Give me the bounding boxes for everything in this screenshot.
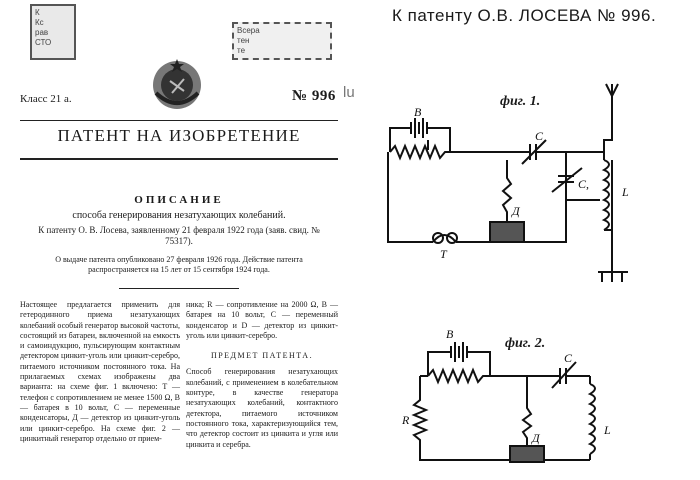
publication-note: О выдаче патента опубликовано 27 февраля 1926 года. Действие патента распространяется на 15 лет от 15 сентября 1924 года.	[55, 255, 303, 274]
patent-reference: К патенту О. В. Лосева, заявленному 21 февраля 1922 года (заяв. свид. № 75317).	[38, 225, 320, 246]
patent-number: № 996	[292, 88, 336, 104]
claim-heading: ПРЕДМЕТ ПАТЕНТА.	[210, 351, 314, 361]
claim-text: Способ генерирования незатухающих колебаний, с применением в колебательном контуре, в качестве генератора незатухающих колебаний, контактного детектора, питаемого источником постоянного тока, характеризующийся тем, что детектор состоит из цинкита и угля или цинкита и серебра.	[186, 367, 338, 449]
stamp-line: тен	[237, 36, 250, 45]
description-subtitle: способа генерирования незатухающих колебаний.	[72, 210, 286, 221]
drawing-sheet-heading: К патенту О.В. ЛОСЕВА № 996.	[392, 6, 657, 25]
fig2-label-b: B	[446, 327, 454, 341]
fig2-label-r: R	[402, 413, 410, 427]
fig2-label-d: Д	[532, 431, 540, 445]
fig1-label-c: C	[535, 129, 544, 143]
stamp-line: те	[237, 46, 246, 55]
document-title: ПАТЕНТ НА ИЗОБРЕТЕНИЕ	[57, 126, 301, 145]
fig2-label-l: L	[604, 423, 611, 437]
fig1-label-t: T	[440, 247, 447, 261]
fig1-label-b: B	[414, 105, 422, 119]
stamp-line: Всера	[237, 26, 260, 35]
fig1-label: фиг. 1.	[500, 94, 541, 109]
stamp-line: СТО	[35, 38, 52, 47]
stamp-line: К	[35, 8, 40, 17]
description-heading: ОПИСАНИЕ	[134, 194, 224, 206]
stamp-line: Кс	[35, 18, 44, 27]
fig1-circuit	[388, 84, 628, 282]
fig1-label-c1: C,	[578, 177, 590, 191]
handwritten-annotation: lu	[343, 84, 355, 101]
fig2-label-c: C	[564, 351, 573, 365]
fig1-label-d: Д	[512, 204, 520, 218]
body-column-left: Настоящее предлагается применить для гетеродинного приема незатухающих колебаний особый генератор высокой частоты, состоящий из батареи, включенной на емкость и самоиндукцию, пульсирующим контактным детектором цинкит-уголь или цинкит-серебро, питаемого источником постоянного тока. На прилагаемых схемах изображены два варианта: на схеме фиг. 1 включено: T — телефон с сопротивлением не менее 1500 Ω, B — батарея в 10 вольт, C — переменные конденсаторы, Д — детектор из цинкит-уголь или цинкит-серебро. На схеме фиг. 2 — цинкитный генератор отдельно от прием-	[20, 300, 180, 443]
fig1-label-l: L	[622, 185, 629, 199]
stamp-line: рав	[35, 28, 49, 37]
body-continuation: ника; R — сопротивление на 2000 Ω, B — батарея на 10 вольт, C — переменный конденсатор и D — детектор из цинкит-уголь или цинкит-серебро.	[186, 300, 338, 340]
fig2-label: фиг. 2.	[505, 336, 546, 351]
patent-class: Класс 21 а.	[20, 93, 72, 105]
